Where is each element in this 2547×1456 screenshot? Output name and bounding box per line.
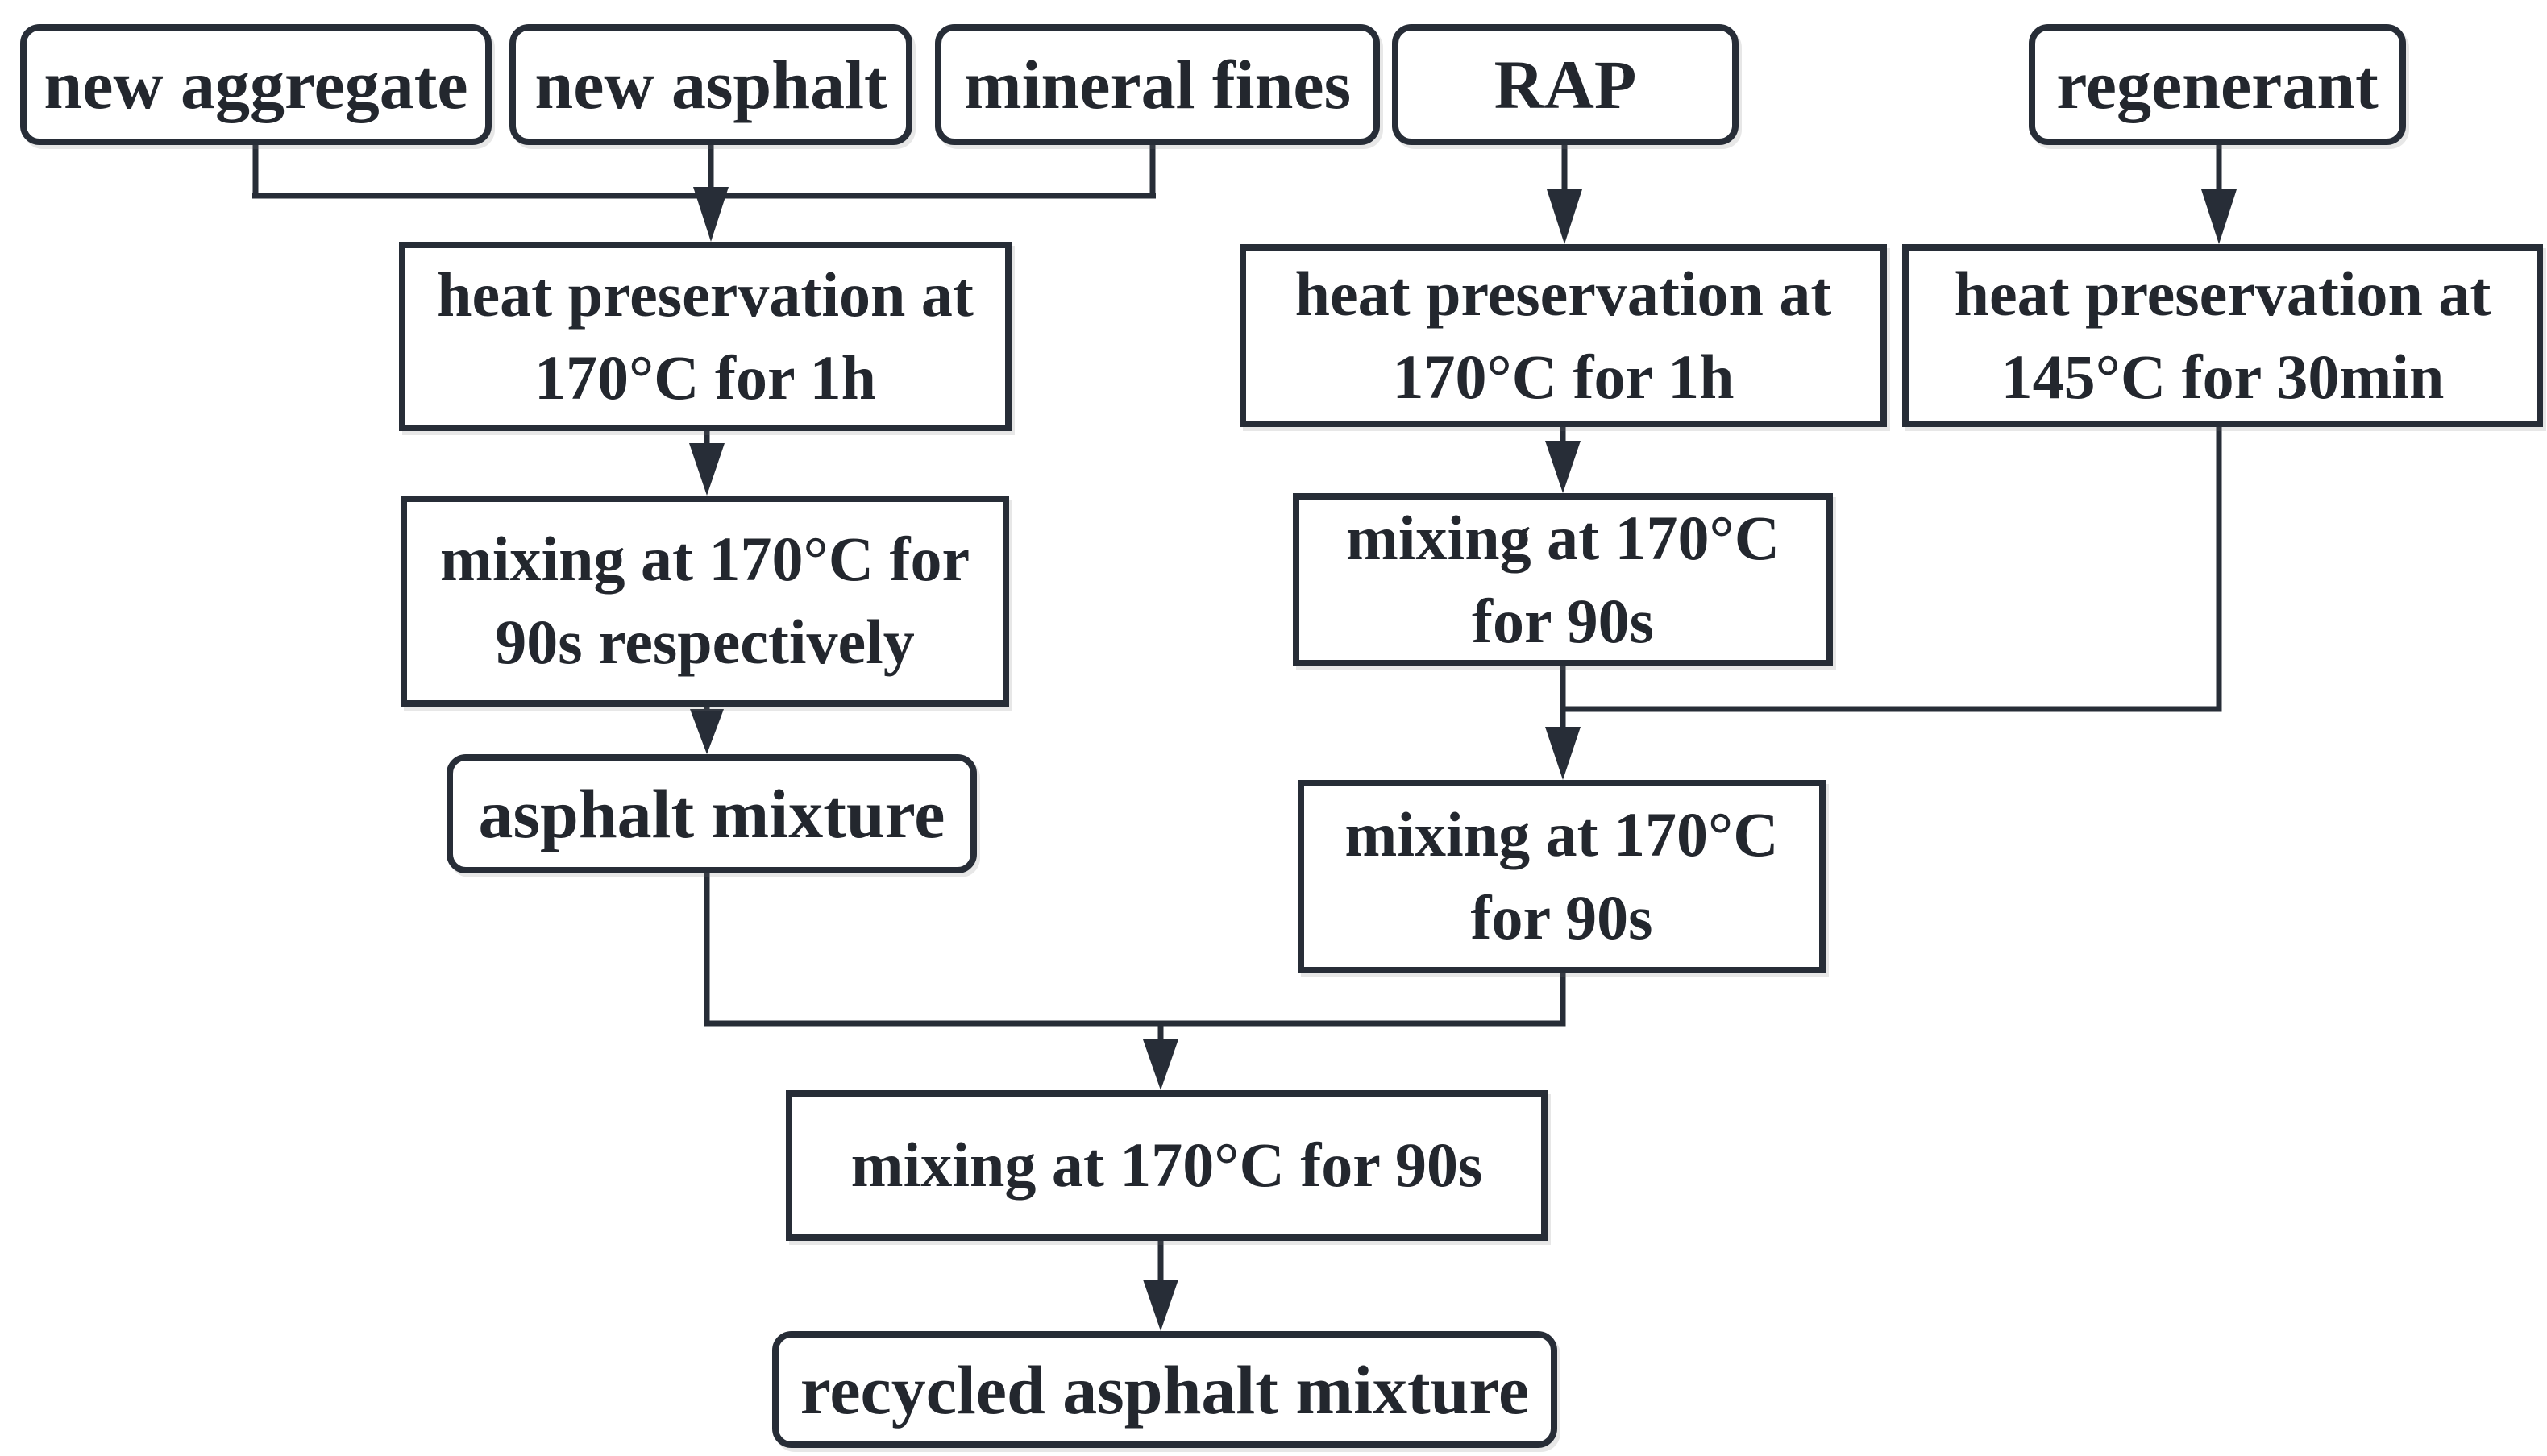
node-mixing-mid-1 (1293, 493, 1833, 666)
edge-asphalt-mixture-to-junction (707, 873, 1161, 1023)
node-rap-label: RAP (1494, 46, 1637, 123)
node-mixing-mid-1-line1: mixing at 170°C (1345, 502, 1780, 573)
edge-heat-mid-to-mix-mid-1 (1545, 427, 1581, 493)
node-recycled-asphalt-mixture (772, 1331, 1557, 1448)
node-new-aggregate-label: new aggregate (44, 46, 468, 123)
edge-heat-left-to-mix-left (689, 431, 725, 496)
node-mixing-mid-2-line2: for 90s (1470, 882, 1653, 952)
node-heat-preservation-left-line2: 170°C for 1h (534, 342, 877, 413)
edge-mix-final-to-recycled (1143, 1241, 1178, 1331)
node-asphalt-mixture-label: asphalt mixture (478, 775, 945, 852)
node-regenerant-label: regenerant (2056, 46, 2379, 123)
node-heat-preservation-left-line1: heat preservation at (437, 259, 974, 330)
node-mixing-mid-2 (1298, 780, 1826, 973)
edge-rap-to-heat-mid (1547, 145, 1582, 244)
node-heat-preservation-right-line1: heat preservation at (1954, 258, 2491, 329)
node-heat-preservation-mid-line1: heat preservation at (1294, 258, 1832, 329)
edge-junction-to-mix-final (1143, 1023, 1178, 1090)
node-mixing-mid-2-line1: mixing at 170°C (1344, 799, 1779, 870)
node-recycled-asphalt-mixture-label: recycled asphalt mixture (800, 1350, 1530, 1429)
node-mixing-mid-1-line2: for 90s (1471, 585, 1655, 656)
node-regenerant (2029, 24, 2406, 145)
node-rap (1392, 24, 1739, 145)
edge-mix-left-to-asphalt-mixture (690, 707, 724, 754)
node-new-asphalt-label: new asphalt (534, 46, 887, 123)
node-heat-preservation-left (399, 242, 1012, 431)
edge-mix-mid-1-to-mix-mid-2 (1545, 666, 1581, 780)
node-mixing-final (786, 1090, 1548, 1241)
node-asphalt-mixture (447, 754, 977, 873)
edge-mix-mid-2-to-junction (1161, 973, 1563, 1023)
node-mixing-final-label: mixing at 170°C for 90s (850, 1130, 1483, 1201)
edge-new-asphalt-to-heat-left (693, 145, 729, 242)
edge-regenerant-to-heat-right (2201, 145, 2237, 244)
node-mixing-left-line2: 90s respectively (495, 607, 915, 677)
node-mixing-left-line1: mixing at 170°C for (439, 524, 970, 595)
node-mineral-fines (935, 24, 1380, 145)
node-mixing-left (401, 496, 1009, 707)
node-heat-preservation-right (1902, 244, 2543, 427)
node-heat-preservation-right-line2: 145°C for 30min (2001, 341, 2445, 412)
node-heat-preservation-mid (1240, 244, 1887, 427)
node-heat-preservation-mid-line2: 170°C for 1h (1392, 341, 1735, 412)
node-new-aggregate (20, 24, 492, 145)
node-new-asphalt (509, 24, 912, 145)
node-mineral-fines-label: mineral fines (963, 46, 1352, 123)
